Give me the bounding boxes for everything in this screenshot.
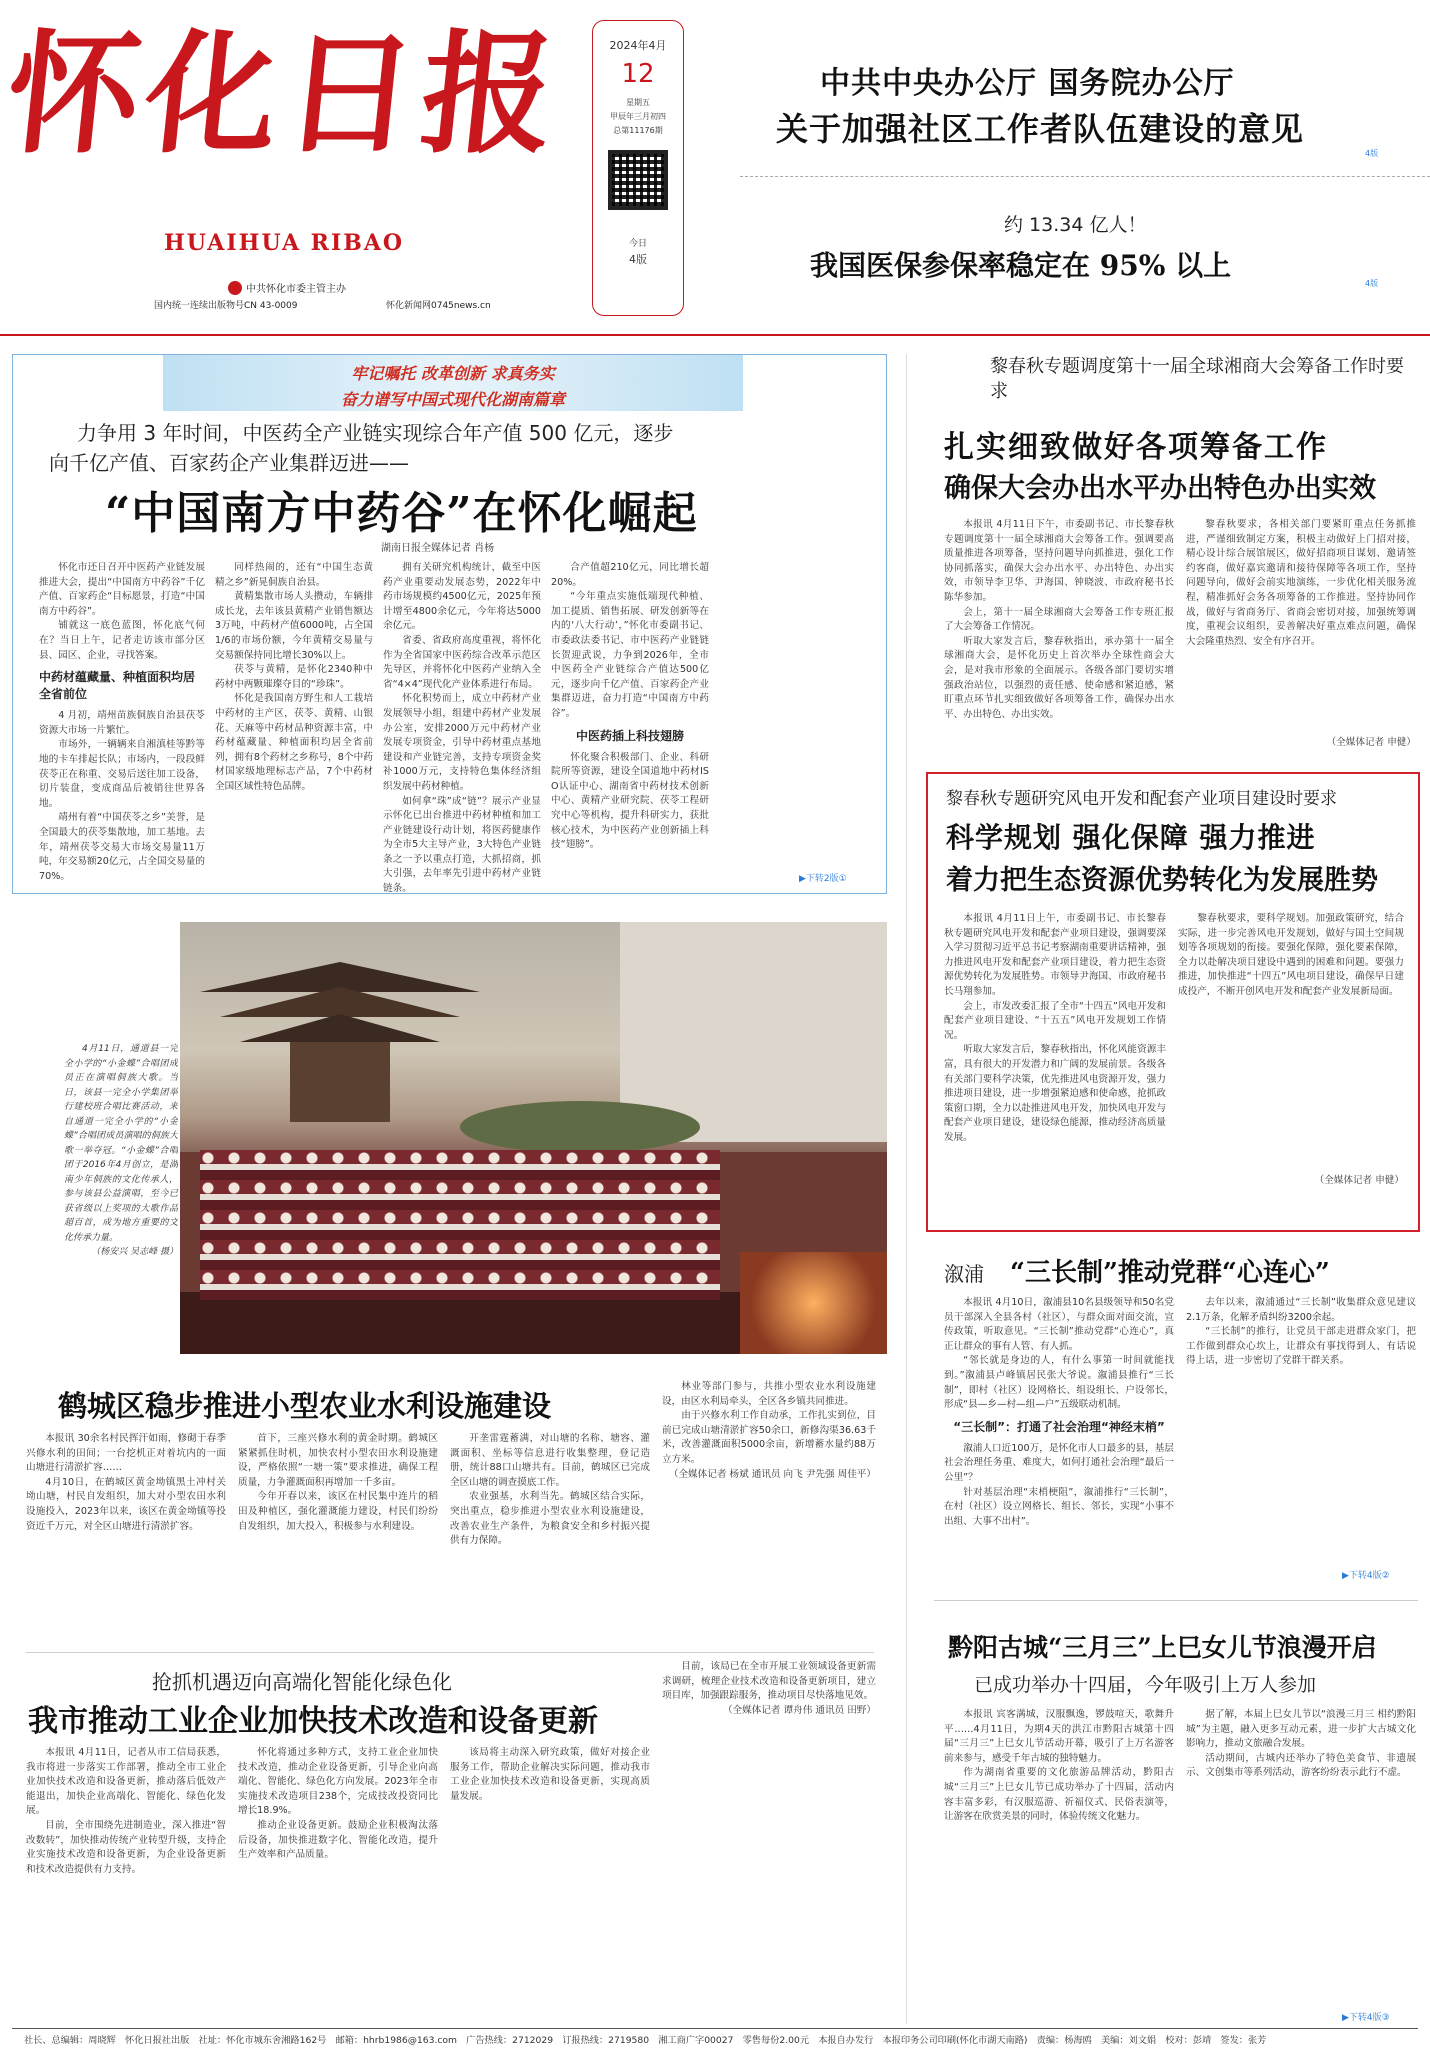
r3-p2: “邻长就是身边的人，有什么事第一时间就能找到。”溆浦县卢峰镇居民张大爷说。溆浦县推行“三长制”，即村（社区）设网格长、组设组长、户设邻长，形成“县—乡—村—组—户”五级联动机制。 xyxy=(944,1355,1174,1411)
top2-title: 我国医保参保率稳定在 95% 以上 xyxy=(810,249,1232,282)
a1-sig: （全媒体记者 杨斌 通讯员 向飞 尹先强 周佳平） xyxy=(668,1468,876,1480)
a1-p8: 由于兴修水利工作自动承，工作扎实到位，目前已完成山塘清淤扩容50余口，新修沟渠36.63千米，改善灌溉面积5000余亩，新增蓄水量约88万立方米。 xyxy=(662,1410,876,1465)
date-day: 12 xyxy=(621,59,655,89)
a2-col-4 xyxy=(662,1660,876,2016)
r3-ref-text: 下转4版② xyxy=(1348,1571,1390,1581)
a3-col-1 xyxy=(944,1708,1174,2010)
a3-p3: 据了解，本届上巳女儿节以“浪漫三月三 相约黔阳城”为主题，融入更多互动元素，进一步扩大古城文化影响力，推动文旅融合发展。 xyxy=(1186,1709,1416,1750)
masthead-rule xyxy=(0,334,1430,336)
date-pages: 4版 xyxy=(629,253,647,266)
r3-kicker: 溆浦 xyxy=(944,1262,984,1286)
r1-p2: 会上，第十一届全球湘商大会筹备工作专班汇报了大会筹备工作情况。 xyxy=(944,606,1174,633)
r1-title2: 确保大会办出水平办出特色办出实效 xyxy=(944,473,1376,504)
a1-p4: 今年开春以来，该区在村民集中连片的稻田及种植区，强化灌溉能力建设，村民们纷纷自发组织，加大投入，积极参与水利建设。 xyxy=(238,1491,438,1532)
lead-p11: 省委、省政府高度重视，将怀化作为全省国家中医药综合改革示范区先导区，并将怀化中医药产业纳入全省“4×4”现代化产业体系进行布局。 xyxy=(383,634,541,690)
a2-p5: 该局将主动深入研究政策，做好对接企业服务工作，帮助企业解决实际问题，推动我市工业企业加快技术改造和设备更新，实现高质量发展。 xyxy=(450,1747,650,1802)
a1-p3: 首下，三座兴修水利的黄金时期。鹤城区紧紧抓住时机，加快农村小型农田水利设施建设，严格依照“一塘一策”要求推进，确保工程质量，力争灌溉面积再增加一千多亩。 xyxy=(238,1433,438,1488)
r2-title2: 着力把生态资源优势转化为发展胜势 xyxy=(946,865,1378,896)
photo-credit: （杨安兴 吴志峰 摄） xyxy=(91,1247,178,1257)
lead-kicker-1: 力争用 3 年时间，中医药全产业链实现综合年产值 500 亿元，逐步 xyxy=(77,421,674,445)
a2-p3: 怀化将通过多种方式，支持工业企业加快技术改造，推动企业设备更新，引导企业向高端化、智能化、绿色化方向发展。2023年全市实施技术改造项目238个，完成技改投资同比增长18.9%。 xyxy=(238,1747,438,1817)
date-box xyxy=(592,20,684,316)
lead-p13: 如何拿“珠”成“链”？展示产业显示怀化已出台推进中药材种植和加工产业链建设行动计划，将医药健康作为全市5大主导产业，3大特色产业链条之一予以重点打造，大抓招商，抓大引强，去年率先引进中药材产业链链条。 xyxy=(383,795,541,895)
a1-p6: 农业强基，水利当先。鹤城区结合实际，突出重点，稳步推进小型农业水利设施建设，改善农业生产条件，为粮食安全和乡村振兴提供有力保障。 xyxy=(450,1491,650,1547)
a2-col-2 xyxy=(238,1746,438,2016)
a1-title: 鹤城区稳步推进小型农业水利设施建设 xyxy=(58,1389,552,1423)
a2-col-3 xyxy=(450,1746,650,2016)
lead-p7: 黄精集散市场人头攒动，车辆排成长龙，去年该县黄精产业销售额达3万吨，中药材产值6000吨，占全国1/6的市场份额，今年黄精交易量与交易额保持同比增长30%以上。 xyxy=(215,591,373,661)
a2-p1: 本报讯 4月11日，记者从市工信局获悉，我市将进一步落实工作部署，推动全市工业企业加快技术改造和设备更新，推动落后低效产能退出，加快企业高端化、智能化、绿色化发展。 xyxy=(26,1747,226,1817)
top2-ref[interactable]: 4版 xyxy=(1365,279,1379,288)
r3-p1: 本报讯 4月10日，溆浦县10名县级领导和50名党员干部深入全县各村（社区），与群众面对面交流，宣传政策，听取意见。“三长制”推动党群“心连心”，真正让群众的事有人管、有人抓。 xyxy=(944,1297,1174,1352)
r2-p2: 会上，市发改委汇报了全市“十四五”风电开发和配套产业项目建设、“十五五”风电开发规划工作情况。 xyxy=(944,1000,1166,1041)
a1-p1: 本报讯 30余名村民挥汗如雨，修砌于春季兴修水利的田间；一台挖机正对着坑内的一面山塘进行清淤扩容…… xyxy=(26,1433,226,1474)
r1-col-1 xyxy=(944,518,1174,754)
a1-col-3 xyxy=(450,1432,650,1638)
r2-kicker: 黎春秋专题研究风电开发和配套产业项目建设时要求 xyxy=(946,789,1337,809)
r1-col-2 xyxy=(1186,518,1416,754)
top-headline-1[interactable] xyxy=(700,20,1430,160)
top1-ref[interactable]: 4版 xyxy=(1365,149,1379,158)
r2-col-1 xyxy=(944,912,1166,1222)
a1-p7: 林业等部门参与，共推小型农业水利设施建设，由区水利局牵头，全区各乡镇共同推进。 xyxy=(662,1381,876,1407)
lead-p15: “今年重点实施低端现代种植、加工提质、销售拓展、研发创新等在内的‘八大行动’，”怀化市委副书记、市委政法委书记、市中医药产业链链长贺迎武说，力争到2026年，全市中医药全产业链综合产值达500亿元，逐步向千亿产值、百家药企产业集群迈进，奋力打造“中国南方中药谷”。 xyxy=(551,591,709,719)
date-issue: 总第11176期 xyxy=(613,126,663,135)
stage-glow xyxy=(740,1252,887,1354)
a1-col-1 xyxy=(26,1432,226,1638)
a3-ref-text: 下转4版③ xyxy=(1348,2013,1390,2023)
a2-p6: 目前，该局已在全市开展工业领域设备更新需求调研，梳理企业技术改造和设备更新项目，建立项目库，加强跟踪服务，推动项目尽快落地见效。 xyxy=(662,1661,876,1702)
lead-col-2 xyxy=(215,561,373,887)
right-divider xyxy=(934,1600,1418,1601)
lead-col-3 xyxy=(383,561,541,895)
lead-col-1 xyxy=(39,561,205,887)
right-story-3 xyxy=(930,1250,1418,1580)
a3-title: 黔阳古城“三月三”上巳女儿节浪漫开启 xyxy=(948,1633,1377,1662)
a2-p4: 推动企业设备更新。鼓励企业积极淘汰落后设备，加快推进数字化、智能化改造，提升生产效率和产品质量。 xyxy=(238,1819,438,1861)
date-weekday: 星期五 xyxy=(626,98,650,107)
r1-p1: 本报讯 4月11日下午，市委副书记、市长黎春秋专题调度第十一届全球湘商大会筹备工作。强调要高质量推进各项筹备，坚持问题导向抓推进，强化工作协同抓落实，确保大会办出水平、办出特色、办出实效，市领导李卫华、尹海国、钟晓波、市政府秘书长陈华参加。 xyxy=(944,519,1174,603)
r1-p4: 黎春秋要求，各相关部门要紧盯重点任务抓推进，严谨细致制定方案，积极主动做好上门招对接，精心设计综合展馆展区，做好招商项目谋划、邀请签约客商，做好嘉宾邀请和接待保障等各项工作，坚持问题导向，做好会前实地演练，一步优化相关服务流程，精准抓好会务各项筹备的工作推进。坚持协同作战，做好与省商务厅、省商会密切对接，加强统筹调度，重视会议组织，妥善解决好重点难点问题，确保大会隆重热烈、安全有序召开。 xyxy=(1186,519,1416,647)
a2-title: 我市推动工业企业加快技术改造和设备更新 xyxy=(28,1704,598,1739)
a3-p4: 活动期间，古城内还举办了特色美食节、非遗展示、文创集市等系列活动，游客纷纷表示此行不虚。 xyxy=(1186,1752,1416,1779)
lead-continued-ref[interactable]: ▶下转2版① xyxy=(799,874,847,884)
top-divider xyxy=(740,176,1430,177)
a3-continued-ref[interactable]: ▶下转4版③ xyxy=(1342,2013,1390,2023)
a2-p2: 目前，全市围绕先进制造业，深入推进“智改数转”，加快推动传统产业转型升级，支持企业实施技术改造和设备更新，为企业设备更新和技术改造提供有力支持。 xyxy=(26,1819,226,1875)
footer-imprint: 社长、总编辑：周晓辉 怀化日报社出版 社址：怀化市城东舍湘路162号 邮箱：hhrb1986@163.com 广告热线：2712029 订报热线：2719580 湘工商广字00027 零售每份2.00元 本报自办发行 本报印务公司印刷(怀化市湖天南路) 责编：杨海鸥 美编：刘文娟 校对：彭靖 签发：张芳 xyxy=(24,2035,1267,2046)
lead-p5: 靖州有着“中国茯苓之乡”美誉，是全国最大的茯苓集散地，加工基地。去年，靖州茯苓交易大市场交易量11万吨，年交易额20亿元，占全国交易量的70%。 xyxy=(39,812,205,882)
lead-subhead-2: 中医药插上科技翅膀 xyxy=(575,728,684,743)
right-story-4 xyxy=(930,1612,1418,2022)
right-story-2 xyxy=(926,772,1420,1232)
photo-block xyxy=(12,922,887,1354)
r2-p1: 本报讯 4月11日上午，市委副书记、市长黎春秋专题研究风电开发和配套产业项目建设，强调要深入学习贯彻习近平总书记考察湖南重要讲话精神，强力推进风电开发和配套产业项目建设，着力把生态资源优势转化为发展胜势。市领导尹海国、市政府秘书长马翔参加。 xyxy=(944,913,1166,997)
campaign-banner xyxy=(163,355,743,411)
lead-subhead-1: 中药材蕴藏量、种植面积均居全省前位 xyxy=(39,670,196,702)
lead-title: “中国南方中药谷”在怀化崛起 xyxy=(105,488,698,539)
masthead-pinyin: HUAIHUA RIBAO xyxy=(164,230,405,256)
r3-p3: 溆浦人口近100万，是怀化市人口最多的县，基层社会治理任务重、难度大，如何打通社会治理“最后一公里”？ xyxy=(944,1442,1174,1483)
r2-p3: 听取大家发言后，黎春秋指出，怀化风能资源丰富，具有很大的开发潜力和广阔的发展前景。各级各有关部门要科学决策，优先推进风电资源开发，强力推进项目建设，进一步增强紧迫感和使命感，抢抓政策窗口期，全力以赴推进风电开发，加快风电开发与配套产业项目建设，建设绿色能源，推动经济高质量发展。 xyxy=(944,1044,1166,1143)
top1-title1: 中共中央办公厅 国务院办公厅 xyxy=(820,66,1235,101)
a3-col-2 xyxy=(1186,1708,1416,2010)
masthead-logo: 怀化日报 xyxy=(0,17,569,172)
r2-title1: 科学规划 强化保障 强力推进 xyxy=(946,821,1316,854)
r3-col-2 xyxy=(1186,1296,1416,1580)
a1-col-2 xyxy=(238,1432,438,1638)
masthead-reg: 国内统一连续出版物号CN 43-0009 xyxy=(154,301,298,311)
r2-sig: （全媒体记者 申健） xyxy=(1314,1175,1404,1186)
photo-caption: 4月11日，通道县一完全小学的“小金蝶”合唱团成员正在演唱侗族大歌。当日，该县一完全小学集团举行建校班合唱比赛活动，来自通道一完全小学的“小金蝶”合唱团成员演唱的侗族大歌一举夺冠。“小金蝶”合唱团于2016年4月创立，是湖南少年侗族的文化传承人，参与该县公益演唱，至今已获省级以上奖项的大歌作品超百首，成为地方重要的文化传承力量。 xyxy=(64,1044,178,1243)
lead-ref-text: 下转2版① xyxy=(805,874,847,884)
lead-p10: 拥有关研究机构统计，截至中医药产业重要动发展态势，2022年中药市场规模约4500亿元，2025年预计增至4800余亿元，今年将达5000余亿元。 xyxy=(383,562,541,632)
r1-title1: 扎实细致做好各项筹备工作 xyxy=(944,430,1328,465)
a1-p5: 开垄雷霆蓄满，对山塘的名称、塘容、灌溉面积、坐标等信息进行收集整理，登记造册，统计88口山塘共有。目前，鹤城区已完成全区山塘的调查摸底工作。 xyxy=(450,1433,650,1488)
top1-title2: 关于加强社区工作者队伍建设的意见 xyxy=(776,110,1305,148)
party-emblem-icon xyxy=(228,281,242,295)
r3-p6: “三长制”的推行，让党员干部走进群众家门，把工作做到群众心坎上，让群众有事找得到人、有话说得上话，进一步密切了党群干群关系。 xyxy=(1186,1326,1416,1367)
lead-byline: 湖南日报全媒体记者 肖杨 xyxy=(381,543,495,554)
a3-sub: 已成功举办十四届，今年吸引上万人参加 xyxy=(974,1674,1317,1696)
lead-p14: 合产值超210亿元，同比增长超20%。 xyxy=(551,562,709,588)
right-story-1 xyxy=(930,354,1418,754)
r2-col-2 xyxy=(1178,912,1404,1222)
r2-p4: 黎春秋要求，要科学规划。加强政策研究，结合实际，进一步完善风电开发规划，做好与国土空间规划等各项规划的衔接。要强化保障，强化要素保障，全力以赴解决项目建设中遇到的困难和问题。要强力推进，加快推进“十四五”风电项目建设，确保早日建成投产，不断开创风电开发和配套产业发展新局面。 xyxy=(1178,913,1404,997)
a2-kicker: 抢抓机遇迈向高端化智能化绿色化 xyxy=(152,1670,452,1694)
date-year-month: 2024年4月 xyxy=(609,39,667,52)
r3-subhead: “三长制”：打通了社会治理“神经末梢” xyxy=(953,1419,1165,1434)
footer-rule xyxy=(12,2028,1418,2029)
choir-singers xyxy=(200,1150,720,1300)
r3-continued-ref[interactable]: ▶下转4版② xyxy=(1342,1571,1390,1581)
photo-choir-image xyxy=(180,922,887,1354)
top2-kicker: 约 13.34 亿人！ xyxy=(1004,214,1147,236)
a2-sig: （全媒体记者 谭舟伟 通讯员 田野） xyxy=(722,1704,876,1716)
r3-p5: 去年以来，溆浦通过“三长制”收集群众意见建议2.1万条，化解矛盾纠纷3200余起。 xyxy=(1186,1297,1416,1323)
lead-p6: 同样热闹的，还有“中国生态黄精之乡”新晃侗族自治县。 xyxy=(215,562,373,588)
lead-story xyxy=(12,354,887,894)
top-headline-2[interactable] xyxy=(700,180,1430,290)
masthead-web: 怀化新闻网0745news.cn xyxy=(386,301,491,311)
a1-col-4 xyxy=(662,1380,876,1638)
masthead-host: 中共怀化市委主管主办 xyxy=(246,284,346,295)
photo-caption-box xyxy=(64,1042,178,1304)
bottom-story-1 xyxy=(12,1380,887,1642)
qr-code-icon xyxy=(608,150,668,210)
lead-p16: 怀化聚合积极部门、企业、科研院所等资源，建设全国道地中药材ISO认证中心、湖南省中药材技术创新中心、黄精产业研究院、茯苓工程研究中心等机构，提升科研实力，获批核心技术，为中医药产业创新插上科技“翅膀”。 xyxy=(551,751,709,851)
lead-p9: 怀化是我国南方野生和人工栽培中药材的主产区，茯苓、黄精、山银花、天麻等中药材品种资源丰富，中药材蕴藏量、种植面积均居全省前列，拥有8个药材之乡称号，8个中药材国家级地理标志产品，7个中药材全国区域性特色品牌。 xyxy=(215,693,373,792)
r3-col-1 xyxy=(944,1296,1174,1580)
a3-p2: 作为湖南省重要的文化旅游品牌活动，黔阳古城“三月三”上巳女儿节已成功举办了十四届，活动内容丰富多彩，有汉服巡游、祈福仪式、民俗表演等，让游客在欣赏美景的同时，体验传统文化魅力。 xyxy=(944,1767,1174,1823)
lead-p8: 茯苓与黄精，是怀化2340种中药材中两颗璀璨夺目的“珍珠”。 xyxy=(215,664,373,690)
lead-kicker-2: 向千亿产值、百家药企产业集群迈进—— xyxy=(49,451,409,475)
lead-p3: 4 月初，靖州苗族侗族自治县茯苓资源大市场一片繁忙。 xyxy=(39,710,205,736)
r3-p4: 针对基层治理“末梢梗阻”，溆浦推行“三长制”，在村（社区）设立网格长、组长、邻长，实现“小事不出组、大事不出村”。 xyxy=(944,1486,1174,1527)
lead-p2: 铺就这一底色蓝图，怀化底气何在？当日上午，记者走访该市部分区县、园区、企业，寻找答案。 xyxy=(39,620,205,661)
lead-col-4 xyxy=(551,561,709,887)
r3-title: “三长制”推动党群“心连心” xyxy=(1010,1258,1330,1288)
a2-col-1 xyxy=(26,1746,226,2016)
r1-sig: （全媒体记者 申健） xyxy=(1326,737,1416,748)
lead-p1: 怀化市还日召开中医药产业链发展推进大会，提出“中国南方中药谷”千亿产值、百家药企“目标愿景，打造“中国南方中药谷”。 xyxy=(39,562,205,617)
masthead xyxy=(0,0,1430,340)
lead-p4: 市场外，一辆辆来自湘滇桂等黔等地的卡车排起长队；市场内，一段段鲜茯苓正在称重、交易后送往加工设备，切片装盘，变成商品后被销往世界各地。 xyxy=(39,739,205,809)
date-today: 今日 xyxy=(628,239,647,249)
banner-line2: 奋力谱写中国式现代化湖南篇章 xyxy=(340,390,565,409)
bottom-divider xyxy=(26,1652,874,1653)
date-lunar: 甲辰年三月初四 xyxy=(610,112,666,121)
a3-p1: 本报讯 宾客满城，汉服飘逸，锣鼓喧天，歌舞升平……4月11日，为期4天的洪江市黔阳古城第十四届“三月三”上巳女儿节活动开幕，吸引了上万名游客前来参与，感受千年古城的独特魅力。 xyxy=(944,1709,1174,1764)
banner-line1: 牢记嘱托 改革创新 求真务实 xyxy=(351,364,555,383)
r1-kicker: 黎春秋专题调度第十一届全球湘商大会筹备工作时要求 xyxy=(990,356,1404,402)
bottom-story-2 xyxy=(12,1660,887,2022)
a1-p2: 4月10日，在鹤城区黄金坳镇黑土冲村关坳山塘，村民自发组织，加大对小型农田水利设施投入，2023年以来，该区在黄金坳镇等投资近千万元，对全区山塘进行清淤扩容。 xyxy=(26,1476,226,1532)
lead-p12: 怀化积势而上，成立中药材产业发展领导小组，组建中药材产业发展办公室，安排2000万元中药材产业发展专项资金，引导中药材重点基地建设和产业链完善，支持专项资金奖补1000万元，支持特色集体经济组织发展中药材种植。 xyxy=(383,693,541,792)
r1-p3: 听取大家发言后，黎春秋指出，承办第十一届全球湘商大会，是怀化历史上首次举办全球性商会大会，是对我市形象的全面展示。各级各部门要切实增强政治站位，以强烈的责任感、使命感和紧迫感，紧盯重点环节扎实细致做好各项筹备工作，确保办出水平、办出特色、办出实效。 xyxy=(944,635,1174,720)
column-divider xyxy=(906,354,907,2024)
